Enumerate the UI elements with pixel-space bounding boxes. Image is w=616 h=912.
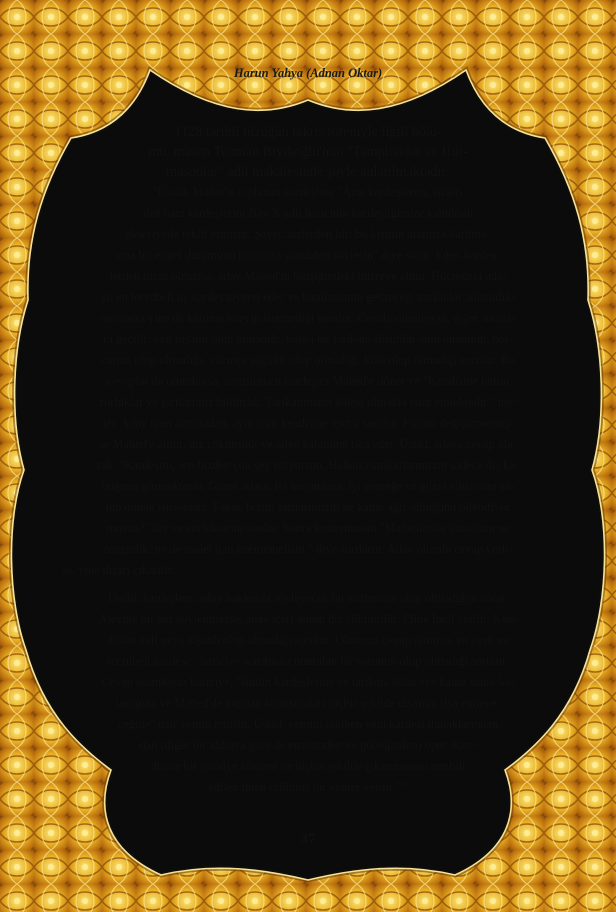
intro-line: masonlar" adlı makalesinde şöyle anlatılmaktadır: bbox=[166, 164, 450, 180]
page-number: 37 bbox=[300, 831, 316, 847]
paragraph-line: disine evli veya nişanlı olup olmadığı sorulur. Olumsuz cevap alınırsa, en yaşlı ve bbox=[106, 633, 510, 647]
paragraph-line bbox=[150, 781, 466, 793]
paragraph-line: disine bir şövalye elbisesi ve hiçbir şekilde çıkarmaması tembih bbox=[150, 759, 466, 773]
quote-line: ler. Aday içeri alınmadan, aynı soru kendisine tekrar sorulur. Fikrini değiştirmemiş- bbox=[102, 416, 514, 430]
quote-line: hip olmak istiyorsun. Fakat, bizim şartlarımızın ne kadar ağır olduğunu bilebiliyor bbox=[105, 500, 511, 514]
quote-line: zenginlik, ne de asalet için istememelisin." diye sürdürür. Aday olumlu cevap verir- bbox=[102, 542, 514, 556]
quote-line: zorluklar ve şartlarımız bildirildi. Tarikatımızın kölesi olmakta ısrar etmektedir." der- bbox=[98, 395, 518, 409]
paragraph-line: Aleyhte bir söz söylenmezse, aday içeri alınıp diz çöktürülür. Eline İncil verilir. Ken- bbox=[98, 612, 518, 626]
paragraph-line: lacağına ve Mâbed'de yapılan konuşmaları hiçbir şekilde dışarıya ifşa etmeye- bbox=[115, 696, 501, 710]
paragraph-line: tecrübeli kardeşe , hariciye sorulması unutulan bir sorunun olup olmadığı sorulur. bbox=[107, 654, 509, 668]
intro-line: mü, mason Teoman Bıyıkoğlu'nun "Tampliyeler ve Hür- bbox=[148, 144, 468, 160]
quote-line: ra geçilir: evli nişanlı olup olmadığı, başka bir tarikata sözünün olup olmadığı, bor- bbox=[103, 332, 513, 346]
quote-line: rak, "Kardeşim, sen bizden çok şey istiyorsun. Halbuki tarikatlarımızın sadece dış ka- bbox=[97, 458, 519, 472]
quote-line: "Üstâd, Mâbet'te toplanan kardeşlere "Aziz kardeşlerim, sizler- bbox=[152, 185, 464, 199]
quote-line: ekseriyetle teklif etmiştir. Şayet, sizlerden biri bu kişinin aramıza katılma- bbox=[125, 227, 491, 241]
quote-line: cevaplar da olumluysa, soruşturucu kardeşler Mâbed'e döner ve "Kendisine bütün bbox=[107, 374, 509, 388]
quote-line: den bazı kardeşlerim Bay X adlı haricinin kardeşliğimize kabulünü bbox=[143, 206, 473, 220]
quote-line: cunun olup olmadığı, vücutça sağlıklı olup olmadığı, köle olup olmadığı sorulur. Bu bbox=[101, 353, 515, 367]
paragraph-line: Cevap olumluysa hariciye, "Bütün kardeşlerine ve tarikata ölünceye kadar sadık ka- bbox=[101, 675, 515, 689]
quote-line: musun?" der ve zorluklarını sıralar. Sonra konuşmasını "Mabedimize intisabını ne bbox=[106, 521, 510, 535]
quote-line: buğunu görmektesin. Güzel atlara, iyi koşumlara, iyi yemeğe ve güzel elbiselere sa- bbox=[101, 479, 515, 493]
quote-line: sına bir engel durumunu biliyorsa şimdiden söylesin" diye sorar. Eğer, kardeş- bbox=[115, 248, 501, 262]
paragraph-line: Üstâd, kardeşlere, aday hakkında söyleyecek bir sözlerinin olup olmadığını sorar. bbox=[107, 591, 509, 605]
footnote-reference: 23 bbox=[400, 779, 408, 788]
quote-line: se Mâbed'e alınır, diz çöktürülür ve aday kabulünü rica eder. Üstâd, adaya cevap ola- bbox=[99, 437, 517, 451]
intro-line: 1128 tarihli tüzüğün tekris töreniyle ilgili bölü- bbox=[174, 124, 442, 140]
quote-line: yı, en tecrübeli üç kardeş ziyaret eder ve katılmasının getireceği zorluklar anlatıldık- bbox=[100, 290, 516, 304]
paragraph-last-line-text: edilen ipten örülmüş bir kemer verilir." bbox=[208, 780, 401, 794]
running-header: Harun Yahya (Adnan Oktar) bbox=[233, 66, 383, 80]
paragraph-line: ceğine" dair yemin ettirilir. Üstâd, yemini takiben yeni kardeşi dudaklarından bbox=[117, 717, 499, 731]
paragraph-line: dan (diğer bir iddiaya göre de ensesinden ve göbeğinden) öper. Ken- bbox=[139, 738, 477, 752]
quote-line: lerden itiraz olmazsa, aday Mâbed'in bitişiğindeki hücreye alınır. Hücredeki ada- bbox=[109, 269, 507, 283]
quote-line: se, yine dışarı çıkarılır. bbox=[62, 563, 175, 577]
quote-line: tan sonra yine de katılma isteyip istemediği sorulur. Cevabı olumluysa, diğer sorula- bbox=[100, 311, 516, 325]
